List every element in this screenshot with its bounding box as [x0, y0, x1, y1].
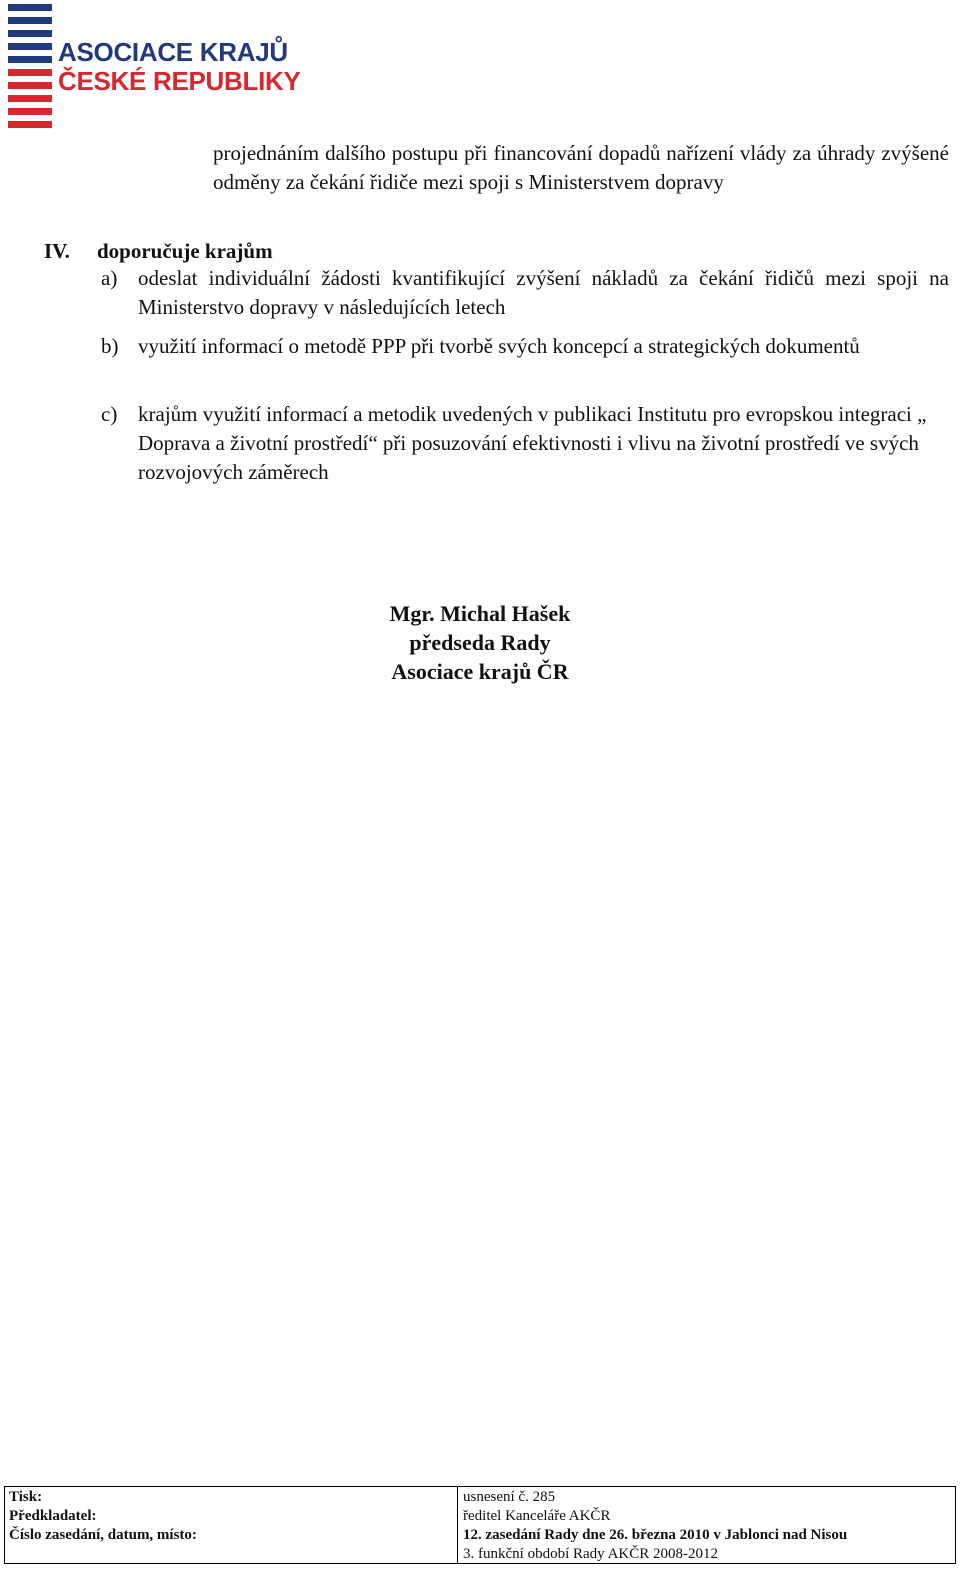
signature-organization: Asociace krajů ČR [391, 658, 569, 684]
logo-line-1: ASOCIACE KRAJŮ [58, 37, 288, 67]
section-heading: doporučuje krajům [97, 239, 273, 263]
footer-labels [9, 1488, 197, 1545]
footer-values [463, 1488, 847, 1564]
signature-block [0, 600, 960, 686]
list-item-letter: b) [101, 334, 119, 358]
footer-label-print: Tisk: [9, 1489, 43, 1505]
list-item [101, 264, 949, 322]
list-item [101, 332, 949, 361]
continuation-paragraph: projednáním dalšího postupu při financování dopadů nařízení vlády za úhrady zvýšené odměny za čekání řidiče mezi spoji s Ministerstvem dopravy [213, 141, 949, 194]
logo-line-2: ČESKÉ REPUBLIKY [58, 66, 301, 96]
list-item-text: využití informací o metodě PPP při tvorbě svých koncepcí a strategických dokumentů [138, 334, 860, 358]
footer-table [4, 1486, 956, 1564]
footer-resolution: usnesení č. 285 [463, 1489, 556, 1505]
list-item-letter: a) [101, 266, 118, 290]
footer-presenter: ředitel Kanceláře AKČR [463, 1508, 611, 1524]
list-item-letter: c) [101, 402, 118, 426]
section-number: IV. [44, 239, 70, 263]
list-item-text: krajům využití informací a metodik uvedených v publikaci Institutu pro evropskou integraci „ Doprava a životní prostředí“ při posuzování efektivnosti i vlivu na životní prostředí ve svých rozvojových záměrech [138, 402, 927, 484]
footer-label-meeting: Číslo zasedání, datum, místo: [9, 1527, 197, 1543]
logo [8, 4, 301, 128]
footer-label-presenter: Předkladatel: [9, 1508, 97, 1524]
footer-term: 3. funkční období Rady AKČR 2008-2012 [463, 1546, 718, 1562]
signature-name: Mgr. Michal Hašek [389, 601, 571, 626]
list-item-text: odeslat individuální žádosti kvantifikující zvýšení nákladů za čekání řidičů mezi spoji na Ministerstvo dopravy v následujících letech [138, 266, 949, 319]
logo-stripes [8, 4, 52, 128]
footer-divider [457, 1487, 458, 1563]
signature-role: předseda Rady [409, 629, 551, 655]
footer-meeting: 12. zasedání Rady dne 26. března 2010 v Jablonci nad Nisou [463, 1527, 848, 1543]
list-item [101, 400, 949, 486]
